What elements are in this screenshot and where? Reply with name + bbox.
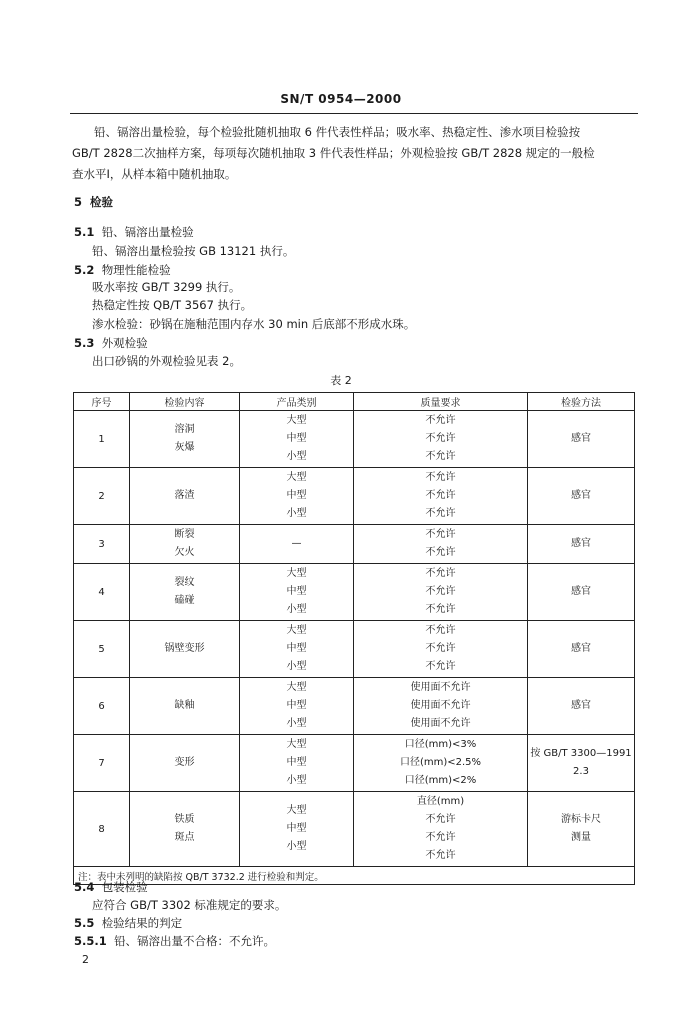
product-category: 中型 <box>286 586 307 597</box>
quality-requirement: 不允许 <box>425 850 456 861</box>
table-row <box>74 621 635 678</box>
inspection-method-cell <box>528 735 635 792</box>
quality-requirement-cell <box>354 468 528 525</box>
inspection-item: 灰爆 <box>174 442 195 453</box>
section-5-5-title: 检验结果的判定 <box>101 916 183 930</box>
intro-line-2: GB/T 2828二次抽样方案，每项每次随机抽取 3 件代表性样品；外观检验按 GB/T 2828 规定的一般检 <box>72 146 595 160</box>
section-5-5-heading <box>74 915 182 931</box>
header-category: 产品类别 <box>240 393 354 411</box>
section-5-2-number: 5.2 <box>74 263 95 277</box>
product-category: 中型 <box>286 490 307 501</box>
section-5-2-line-3: 渗水检验：砂锅在施釉范围内存水 30 min 后底部不形成水珠。 <box>92 317 416 331</box>
section-5-2-line-2: 热稳定性按 QB/T 3567 执行。 <box>92 298 253 312</box>
header-rule <box>70 113 638 114</box>
section-5-2-title: 物理性能检验 <box>101 263 171 277</box>
quality-requirement: 直径(mm) <box>416 796 465 807</box>
product-category: — <box>291 538 302 549</box>
product-category: 大型 <box>286 739 307 750</box>
inspection-method-cell <box>528 792 635 867</box>
table-row <box>74 564 635 621</box>
quality-requirement: 不允许 <box>425 814 456 825</box>
row-number: 5 <box>74 621 130 678</box>
product-category: 大型 <box>286 682 307 693</box>
inspection-item: 裂纹 <box>174 577 195 588</box>
inspection-method-cell <box>528 468 635 525</box>
product-category: 小型 <box>286 508 307 519</box>
section-5-number: 5 <box>74 195 83 209</box>
quality-requirement: 不允许 <box>425 625 456 636</box>
section-5-5-1-number: 5.5.1 <box>74 934 107 948</box>
quality-requirement-cell <box>354 735 528 792</box>
product-category: 小型 <box>286 718 307 729</box>
product-category-cell <box>240 411 354 468</box>
quality-requirement-cell <box>354 621 528 678</box>
table-header-row <box>74 393 635 411</box>
product-category-cell <box>240 735 354 792</box>
inspection-method: 测量 <box>571 832 591 843</box>
section-5-2-line-1: 吸水率按 GB/T 3299 执行。 <box>92 280 241 294</box>
inspection-item-cell <box>130 411 240 468</box>
table-row <box>74 735 635 792</box>
inspection-item-cell <box>130 621 240 678</box>
inspection-item: 断裂 <box>174 529 195 540</box>
product-category: 中型 <box>286 823 307 834</box>
quality-requirement: 口径(mm)<2% <box>404 775 477 786</box>
quality-requirement: 口径(mm)<3% <box>404 739 477 750</box>
header-content: 检验内容 <box>130 393 240 411</box>
section-5-4-heading <box>74 879 148 895</box>
product-category: 大型 <box>286 472 307 483</box>
inspection-item: 斑点 <box>174 832 195 843</box>
quality-requirement: 使用面不允许 <box>410 700 471 711</box>
section-5-heading <box>74 194 113 210</box>
section-5-title: 检验 <box>90 195 114 209</box>
table-note-row <box>74 867 635 885</box>
section-5-4-body: 应符合 GB/T 3302 标准规定的要求。 <box>92 898 287 912</box>
product-category-cell <box>240 678 354 735</box>
section-5-1-title: 铅、镉溶出量检验 <box>101 225 194 239</box>
product-category: 大型 <box>286 568 307 579</box>
quality-requirement: 不允许 <box>425 490 456 501</box>
quality-requirement: 不允许 <box>425 586 456 597</box>
inspection-method: 感官 <box>571 586 591 597</box>
quality-requirement: 不允许 <box>425 568 456 579</box>
table-note: 注：表中未列明的缺陷按 QB/T 3732.2 进行检验和判定。 <box>74 867 635 885</box>
inspection-method-cell <box>528 525 635 564</box>
quality-requirement: 不允许 <box>425 547 456 558</box>
inspection-item: 落渣 <box>174 490 195 501</box>
quality-requirement: 不允许 <box>425 508 456 519</box>
quality-requirement: 不允许 <box>425 643 456 654</box>
quality-requirement-cell <box>354 678 528 735</box>
product-category: 小型 <box>286 451 307 462</box>
quality-requirement: 不允许 <box>425 832 456 843</box>
quality-requirement: 不允许 <box>425 661 456 672</box>
section-5-3-number: 5.3 <box>74 336 95 350</box>
table-row <box>74 678 635 735</box>
quality-requirement-cell <box>354 411 528 468</box>
product-category: 中型 <box>286 433 307 444</box>
inspection-item: 缺釉 <box>174 700 195 711</box>
quality-requirement: 不允许 <box>425 529 456 540</box>
section-5-5-1-line <box>74 933 275 949</box>
inspection-table <box>73 392 635 885</box>
inspection-item: 锅壁变形 <box>164 643 205 654</box>
intro-line-1: 铅、镉溶出量检验，每个检验批随机抽取 6 件代表性样品；吸水率、热稳定性、渗水项目检验按 <box>94 125 581 139</box>
header-method: 检验方法 <box>528 393 635 411</box>
product-category: 小型 <box>286 775 307 786</box>
section-5-3-heading <box>74 335 148 351</box>
inspection-item: 铁质 <box>174 814 195 825</box>
product-category: 大型 <box>286 805 307 816</box>
row-number: 6 <box>74 678 130 735</box>
inspection-method: 游标卡尺 <box>561 814 601 825</box>
inspection-method: 感官 <box>571 538 591 549</box>
quality-requirement-cell <box>354 525 528 564</box>
product-category: 中型 <box>286 643 307 654</box>
product-category: 中型 <box>286 700 307 711</box>
inspection-method-cell <box>528 678 635 735</box>
table-caption: 表 2 <box>330 374 352 387</box>
section-5-4-number: 5.4 <box>74 880 95 894</box>
quality-requirement-cell <box>354 564 528 621</box>
inspection-method: 感官 <box>571 643 591 654</box>
inspection-method-cell <box>528 621 635 678</box>
section-5-1-body: 铅、镉溶出量检验按 GB 13121 执行。 <box>92 244 295 258</box>
inspection-item-cell <box>130 792 240 867</box>
row-number: 8 <box>74 792 130 867</box>
inspection-item-cell <box>130 735 240 792</box>
product-category-cell <box>240 468 354 525</box>
product-category-cell <box>240 621 354 678</box>
quality-requirement: 使用面不允许 <box>410 718 471 729</box>
product-category-cell <box>240 525 354 564</box>
inspection-method-cell <box>528 411 635 468</box>
row-number: 3 <box>74 525 130 564</box>
inspection-method: 按 GB/T 3300—1991 <box>530 748 632 759</box>
quality-requirement: 口径(mm)<2.5% <box>399 757 482 768</box>
product-category: 小型 <box>286 661 307 672</box>
inspection-method: 2.3 <box>573 766 589 777</box>
section-5-5-1-body: 铅、镉溶出量不合格：不允许。 <box>114 934 276 948</box>
product-category: 大型 <box>286 415 307 426</box>
section-5-1-number: 5.1 <box>74 225 95 239</box>
inspection-item: 欠火 <box>174 547 195 558</box>
quality-requirement: 不允许 <box>425 433 456 444</box>
table-row <box>74 411 635 468</box>
section-5-3-title: 外观检验 <box>101 336 148 350</box>
row-number: 1 <box>74 411 130 468</box>
quality-requirement: 不允许 <box>425 604 456 615</box>
table-row <box>74 525 635 564</box>
row-number: 4 <box>74 564 130 621</box>
quality-requirement-cell <box>354 792 528 867</box>
inspection-item: 磕碰 <box>174 595 195 606</box>
product-category-cell <box>240 792 354 867</box>
section-5-2-heading <box>74 262 171 278</box>
page-number: 2 <box>82 953 89 966</box>
inspection-item-cell <box>130 525 240 564</box>
table-row <box>74 468 635 525</box>
intro-paragraph <box>72 122 638 185</box>
inspection-item: 变形 <box>174 757 195 768</box>
inspection-item-cell <box>130 678 240 735</box>
quality-requirement: 不允许 <box>425 472 456 483</box>
quality-requirement: 使用面不允许 <box>410 682 471 693</box>
section-5-3-body: 出口砂锅的外观检验见表 2。 <box>92 354 241 368</box>
inspection-method: 感官 <box>571 700 591 711</box>
product-category-cell <box>240 564 354 621</box>
section-5-5-number: 5.5 <box>74 916 95 930</box>
inspection-item-cell <box>130 468 240 525</box>
section-5-1-heading <box>74 224 194 240</box>
header-seq: 序号 <box>74 393 130 411</box>
product-category: 小型 <box>286 841 307 852</box>
running-header: SN/T 0954—2000 <box>280 92 402 106</box>
inspection-item: 溶洞 <box>174 424 195 435</box>
section-5-4-title: 包装检验 <box>101 880 148 894</box>
quality-requirement: 不允许 <box>425 415 456 426</box>
product-category: 小型 <box>286 604 307 615</box>
product-category: 中型 <box>286 757 307 768</box>
product-category: 大型 <box>286 625 307 636</box>
inspection-method: 感官 <box>571 490 591 501</box>
inspection-item-cell <box>130 564 240 621</box>
row-number: 7 <box>74 735 130 792</box>
inspection-method: 感官 <box>571 433 591 444</box>
header-requirement: 质量要求 <box>354 393 528 411</box>
quality-requirement: 不允许 <box>425 451 456 462</box>
intro-line-3: 查水平Ⅰ，从样本箱中随机抽取。 <box>72 167 237 181</box>
table-row <box>74 792 635 867</box>
inspection-method-cell <box>528 564 635 621</box>
row-number: 2 <box>74 468 130 525</box>
